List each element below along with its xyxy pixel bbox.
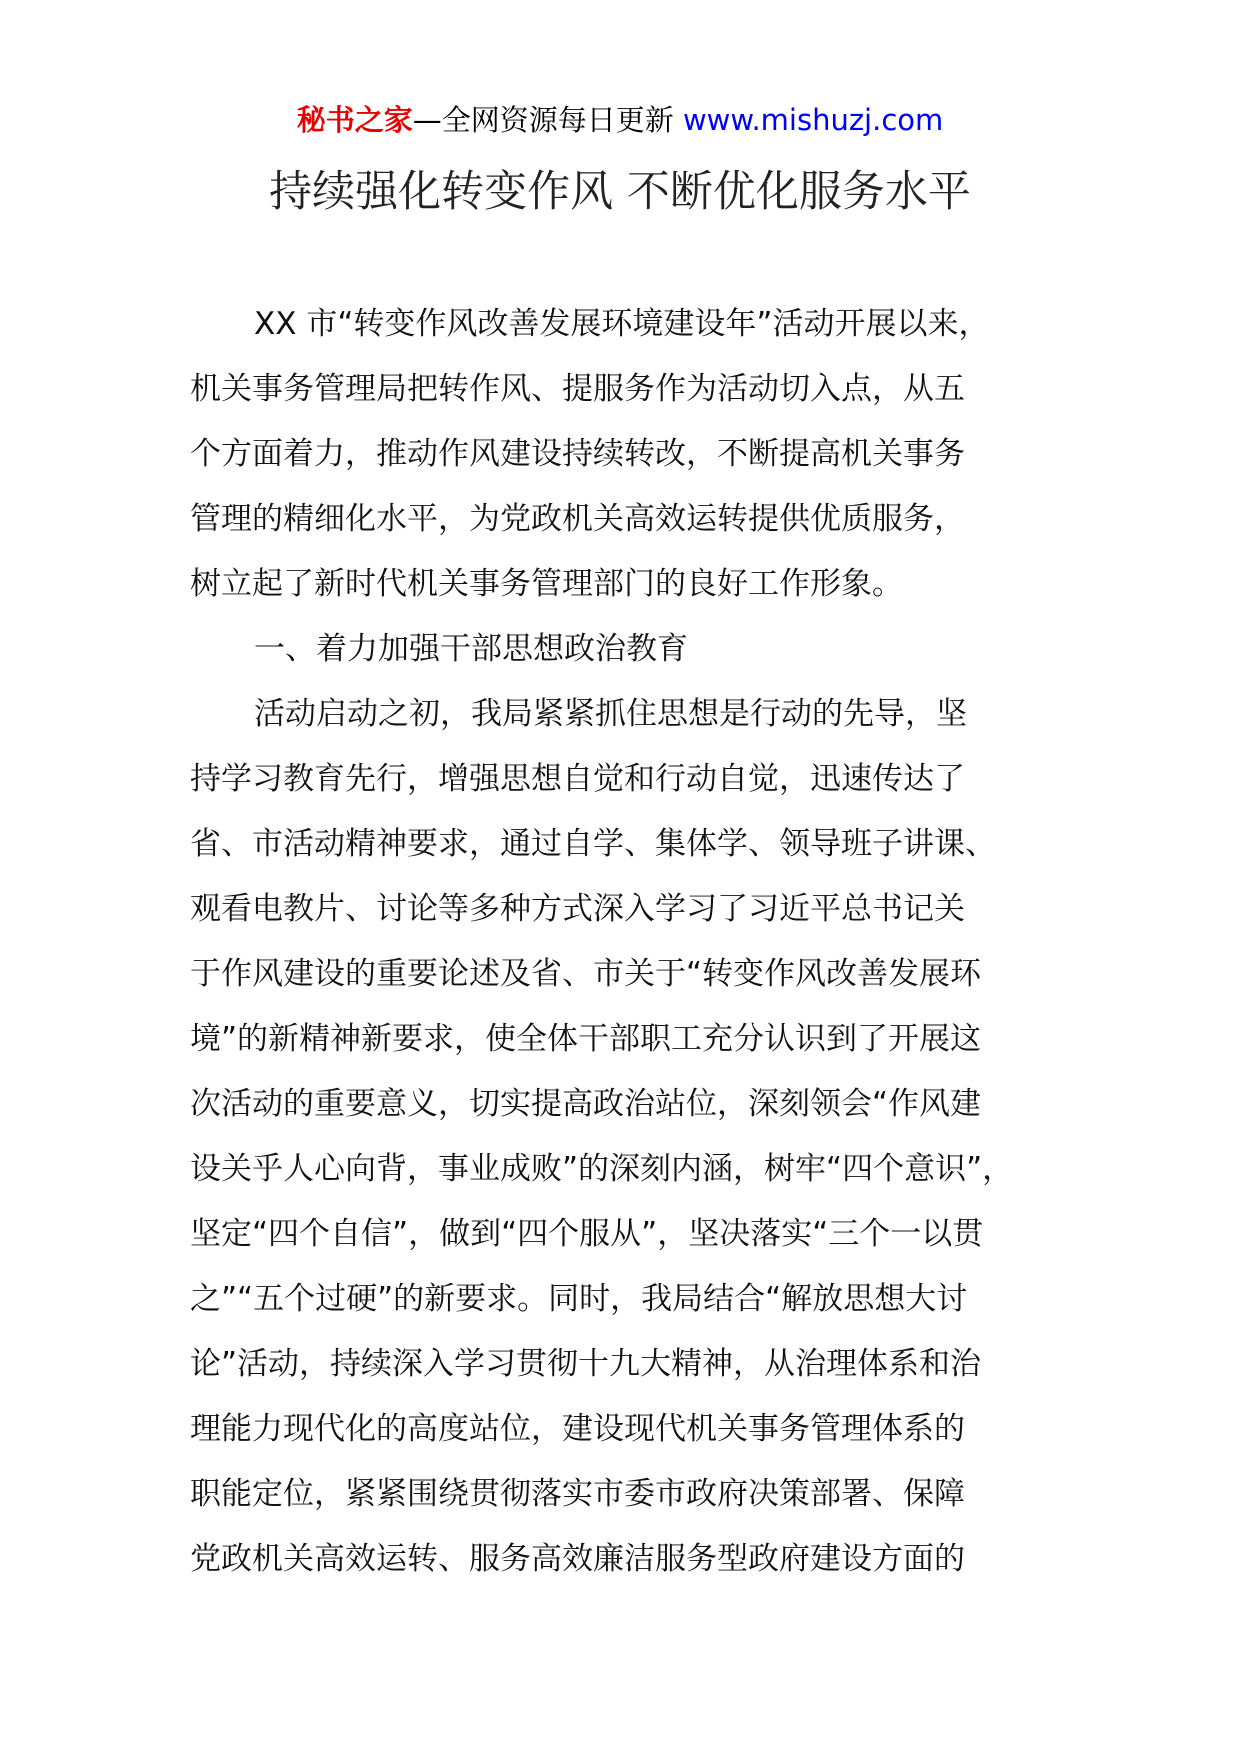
paragraph-line: 论”活动，持续深入学习贯彻十九大精神，从治理体系和治	[190, 1346, 982, 1382]
site-url-link[interactable]: www.mishuzj.com	[682, 103, 944, 137]
paragraph-line: 省、市活动精神要求，通过自学、集体学、领导班子讲课、	[190, 826, 996, 862]
paragraph-line: 设关乎人心向背，事业成败”的深刻内涵，树牢“四个意识”，	[190, 1151, 1014, 1187]
paragraph-line: XX 市“转变作风改善发展环境建设年”活动开展以来，	[254, 306, 990, 342]
paragraph-line: 观看电教片、讨论等多种方式深入学习了习近平总书记关	[190, 891, 965, 927]
document-body	[190, 292, 1070, 1592]
paragraph-line: 次活动的重要意义，切实提高政治站位，深刻领会“作风建	[190, 1086, 982, 1122]
paragraph-line: 党政机关高效运转、服务高效廉洁服务型政府建设方面的	[190, 1541, 965, 1577]
paragraph-line: 职能定位，紧紧围绕贯彻落实市委市政府决策部署、保障	[190, 1476, 965, 1512]
site-brand: 秘书之家	[296, 103, 413, 137]
paragraph-line: 树立起了新时代机关事务管理部门的良好工作形象。	[190, 566, 903, 602]
site-header	[0, 100, 1240, 140]
paragraph-line: 机关事务管理局把转作风、提服务作为活动切入点，从五	[190, 371, 965, 407]
paragraph-line: 管理的精细化水平，为党政机关高效运转提供优质服务，	[190, 501, 965, 537]
paragraph-line: 理能力现代化的高度站位，建设现代机关事务管理体系的	[190, 1411, 965, 1447]
site-slogan: —全网资源每日更新	[412, 103, 683, 137]
paragraph-line: 之”“五个过硬”的新要求。同时，我局结合“解放思想大讨	[190, 1281, 968, 1317]
paragraph-line: 境”的新精神新要求，使全体干部职工充分认识到了开展这	[190, 1021, 982, 1057]
paragraph-line: 持学习教育先行，增强思想自觉和行动自觉，迅速传达了	[190, 761, 965, 797]
document-title: 持续强化转变作风 不断优化服务水平	[269, 167, 971, 217]
section-heading: 一、着力加强干部思想政治教育	[254, 631, 688, 667]
paragraph-line: 坚定“四个自信”，做到“四个服从”，坚决落实“三个一以贯	[190, 1216, 984, 1252]
paragraph-line: 于作风建设的重要论述及省、市关于“转变作风改善发展环	[190, 956, 982, 992]
paragraph-line: 活动启动之初，我局紧紧抓住思想是行动的先导，坚	[254, 696, 967, 732]
paragraph-line: 个方面着力，推动作风建设持续转改，不断提高机关事务	[190, 436, 965, 472]
